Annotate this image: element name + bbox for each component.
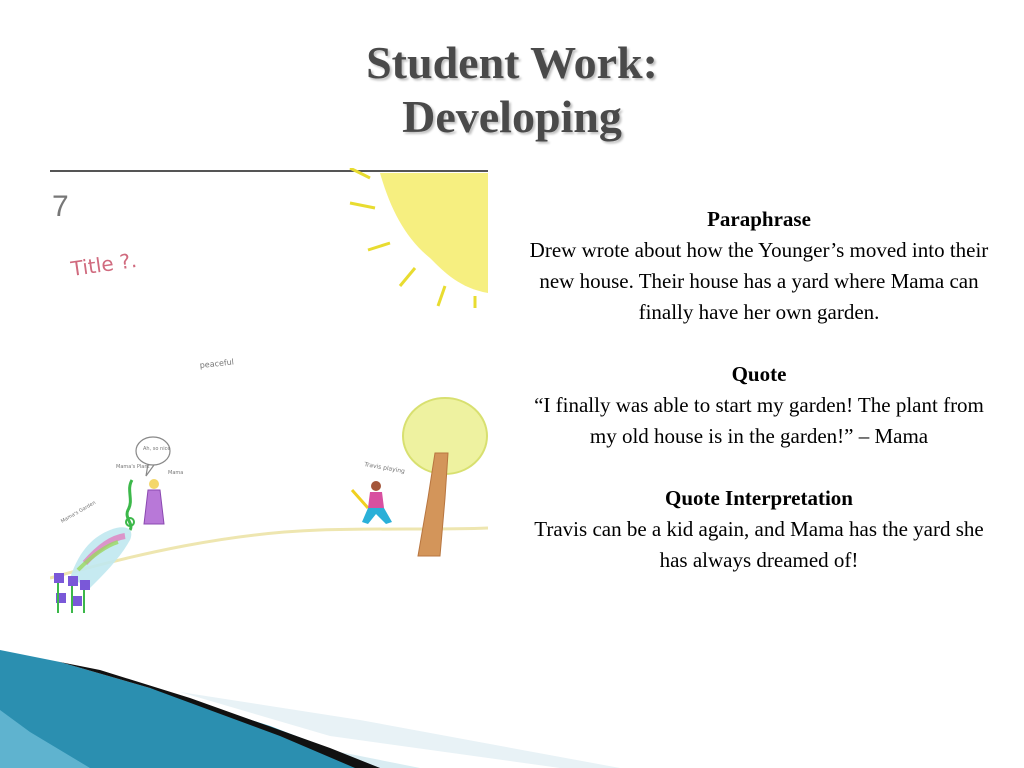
sun (350, 168, 488, 308)
title-note: Title ?. (69, 247, 139, 281)
speech-bubble (136, 437, 170, 476)
section-body: “I finally was able to start my garden! The plant from my old house is in the garden!” – Mama (534, 393, 984, 448)
section-paraphrase (528, 204, 990, 328)
section-body: Drew wrote about how the Younger’s moved into their new house. Their house has a yard where Mama can finally have her own garden. (529, 238, 989, 324)
text-column (528, 204, 990, 607)
section-body: Travis can be a kid again, and Mama has the yard she has always dreamed of! (534, 517, 984, 572)
travis-figure (352, 481, 392, 524)
label-mamas-plant: Mama's Plant (116, 464, 150, 470)
title-line-2: Developing (402, 91, 622, 142)
tree (403, 398, 487, 556)
bubble-text: Ah, so nice (143, 446, 171, 452)
mamas-plant (126, 480, 134, 530)
student-drawing (50, 168, 488, 618)
section-quote (528, 359, 990, 452)
label-mamas-garden: Mama's Garden (60, 499, 97, 525)
drawing-canvas (50, 168, 488, 618)
title-line-1: Student Work: (366, 37, 658, 88)
garden (54, 527, 131, 613)
decorative-swoosh (0, 640, 1024, 768)
slide-title (0, 36, 1024, 144)
section-heading: Quote (731, 362, 787, 386)
label-peaceful: peaceful (199, 357, 235, 370)
section-heading: Paraphrase (707, 207, 811, 231)
page-number: 7 (52, 190, 69, 223)
mama-figure (144, 479, 164, 524)
label-mama: Mama (168, 470, 184, 476)
label-travis: Travis playing (363, 461, 406, 476)
section-quote-interpretation (528, 483, 990, 576)
section-heading: Quote Interpretation (664, 486, 853, 510)
